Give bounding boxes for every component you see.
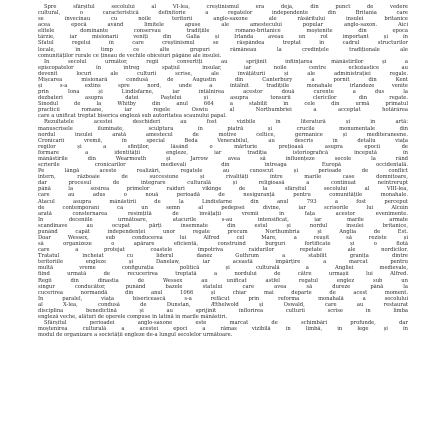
text-line: care a unificat treptat biserica engleză sub autoritatea scaunului papal. — [38, 113, 227, 120]
text-line: mânăstirile din Wearmouth și Jarrow avea să influențeze secole la rând — [38, 155, 408, 162]
text-line: să organizeze o apărare eficientă, construind burguri fortificate și o flotă — [38, 241, 408, 248]
text-line: arată consternarea resimțită de învățații vremii în fața acestor evenimente. — [38, 210, 408, 217]
text-line: care a protejat coastele împotriva raidurilor repetate ale nordicilor. — [38, 247, 408, 254]
text-line: elitele dominante conservau tradițiile romano-britanice moștenite din epoca — [38, 28, 408, 35]
text-line: Mișcarea misionară condusă de Augustin din Canterbury a pornit din Kent — [38, 76, 408, 83]
text-line: dar procesul de integrare culturală și religioasă a continuat neîntrerupt — [38, 180, 408, 187]
text-line: fiind urmată de recucerirea treptată a nordului de către urmașii lui Alfred. — [38, 271, 408, 278]
text-line: locale, în timp ce alte grupuri rămâneau la credințele tradiționale ale — [38, 46, 408, 53]
text-line: Cronicarii vremii, în special Beda Venerabilul, au descris în detaliu viața — [38, 137, 408, 144]
text-line: nordul insulei arată amestecul de motive celtice, germanice și mediteraneene. — [38, 131, 408, 138]
text-line: În secolul următor, regii convertiți au sprijinit înființarea mânăstirilor și a — [44, 58, 408, 65]
text-line: disciplina benedictină și au sprijinit înflorirea culturii scrise în limba — [38, 307, 408, 314]
text-line: Tratatul încheiat cu liderul danez Guthrum a stabilit granița dintre — [38, 253, 408, 260]
text-line: intern, războaie de succesiune și rivalități între marile case domnitoare, — [38, 174, 408, 181]
text-line: În paralel, viața bisericească s-a refăcut prin reforma monahală a secolului — [38, 295, 408, 302]
text-line: punând capăt independenței unor regate precum Northumbria și Anglia de Est. — [38, 228, 408, 235]
text-line: Rezultatele acestei deschideri au fost vizibile în literatură și în artă: — [44, 119, 408, 126]
text-line: scrierile cronicarilor medievali din întreaga Europă occidentală. — [38, 162, 408, 169]
text-line: multă vreme configurația politică și culturală a Angliei medievale, — [38, 265, 408, 272]
body-text-column — [38, 4, 408, 442]
text-line: Regii din dinastia de Wessex au unificat astfel regatul englez sub un — [38, 277, 408, 284]
body-paragraph — [38, 59, 408, 120]
text-line: cultural, o caracteristică definitorie a regatelor independente din Britania care — [38, 10, 408, 17]
text-line: singur conducător, punând bazele statului care avea să dureze până la — [38, 283, 408, 290]
text-line: practicii romane, iar regele Oswiu al Northumbriei a acceptat hotărârea — [38, 107, 408, 114]
text-line: episcopatelor în întreg spațiul insular, iar noile centre ecleziastice au — [38, 64, 408, 71]
text-line: Sfârșitul perioadei anglo-saxone este marcat de schimbări profunde, dar — [44, 320, 408, 327]
text-line: Atacul asupra mânăstirii de la Lindisfarne din anul 793 a fost perceput — [38, 198, 408, 205]
body-paragraph — [38, 320, 408, 338]
text-line: manuscrisele iluminate, sculptura în piatră și crucile monumentale din — [38, 125, 408, 132]
text-line: scandinave au ocupat părți însemnate din estul și nordul insulei britanice, — [38, 222, 408, 229]
text-line: Doar Wessex, sub conducerea lui Alfred cel Mare, a reușit să reziste și — [38, 234, 408, 241]
text-line: formare a identității engleze, iar tradiția istoriografică începută în — [38, 149, 408, 156]
text-line: devenit locuri ale culturii scrise, ale învățăturii și ale administrației regale. — [38, 70, 408, 77]
text-line: Sinodul de la Whitby din anul 664 a stabilit în cele din urmă primatul — [38, 101, 408, 108]
text-line: teritoriile engleze și Danelaw, iar această împărțire a marcat pentru — [38, 259, 408, 266]
body-paragraph — [38, 119, 408, 320]
text-line: moștenirea culturală a acestei epoci a rămas vizibilă în limbă, în lege și în — [38, 326, 408, 333]
body-paragraph — [38, 4, 408, 59]
text-line: al X-lea, condusă de Dunstan, Æthelwold și Oswald, care au restaurat — [38, 301, 408, 308]
text-line: regilor și a sfinților, lăsând o mărturie prețioasă asupra epocii de — [38, 143, 408, 150]
text-line: dezbateri asupra datei Paștelui și asupra tonsurii clericilor din regate. — [38, 95, 408, 102]
text-line: acea epocă având limitele apuse ale amestecului popular anglo-saxon. Aici — [38, 22, 408, 29]
text-line: Pe lângă aceste realizări, regatele au cunoscut și perioade de conflict — [38, 168, 408, 175]
text-line: engleză veche, alături de operele compuse în latină în marile mânăstiri. — [38, 313, 228, 320]
text-line: comunităților rurale ce țineau de vechile obiceiuri păgâne ale insulei. — [38, 52, 222, 59]
text-line: care au adus o nouă perioadă de nesiguranță pentru comunitățile monahale. — [38, 192, 408, 199]
text-line: și s-a extins spre nord, unde a întâlnit tradițiile monahale irlandeze venite — [38, 83, 408, 90]
text-line: În deceniile următoare, atacurile s-au intensificat, iar marile armate — [38, 216, 408, 223]
text-line: prin Iona și Lindisfarne, iar întâlnirea acestor două curente a dus la — [38, 89, 408, 96]
text-line: Spre sfârșitul secolului al VI-lea, creștinismul era deja, din punct de vedere — [44, 4, 408, 10]
text-line: de contemporani ca un semn al pedepsei divine, iar scrisorile lui Alcuin — [38, 204, 408, 211]
text-line: Sfatul regelui în care creștinismul se răspândea treptat în cadrul structurilor — [38, 40, 408, 47]
text-line: târzie, iar misionarii veniți din Galia și Irlanda aveau un rol important și în — [38, 34, 408, 41]
text-line: modul de organizare a societății engleze de-a lungul secolelor următoare. — [38, 332, 233, 339]
text-line: până la sosirea primelor raiduri vikinge de la sfârșitul secolului al VIII-lea, — [38, 186, 408, 193]
text-line: cucerirea normandă din anul 1066 și chiar mai departe de acest moment. — [38, 289, 408, 296]
text-line: se învecinau cu noile teritorii anglo-saxone ale răsăritului insulei britanice — [38, 16, 408, 23]
